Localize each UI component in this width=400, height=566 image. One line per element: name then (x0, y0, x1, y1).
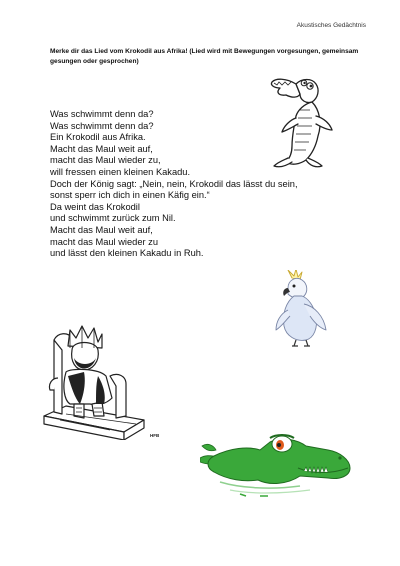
lyric-line: will fressen einen kleinen Kakadu. (50, 166, 191, 177)
cockatoo-illustration (270, 270, 330, 350)
lyric-line: sonst sperr ich dich in einen Käfig ein.“ (50, 190, 210, 201)
lyric-line: macht das Maul wieder zu, (50, 155, 161, 166)
crocodile-in-water-illustration (200, 428, 352, 498)
lyric-line: macht das Maul wieder zu (50, 236, 158, 247)
lyric-line: Was schwimmt denn da? (50, 109, 154, 119)
lyric-line: Doch der König sagt: „Nein, nein, Krokodil das lässt du sein, (50, 178, 298, 189)
page-header: Akustisches Gedächtnis (296, 22, 366, 29)
lyric-line: Ein Krokodil aus Afrika. (50, 132, 146, 143)
illustrator-mark: HFB (150, 433, 160, 438)
king-on-throne-illustration (40, 320, 150, 440)
lyric-line: Was schwimmt denn da? (50, 120, 154, 131)
instruction-text: Merke dir das Lied vom Krokodil aus Afrika! (Lied wird mit Bewegungen vorgesungen, gemeinsam gesungen oder gesprochen) (50, 48, 359, 65)
upright-crocodile-illustration (266, 70, 338, 170)
lyric-line: und lässt den kleinen Kakadu in Ruh. (50, 248, 204, 259)
lyric-line: Macht das Maul weit auf, (50, 224, 153, 235)
lyric-line: und schwimmt zurück zum Nil. (50, 213, 176, 224)
lyric-line: Macht das Maul weit auf, (50, 143, 153, 154)
lyric-line: Da weint das Krokodil (50, 201, 140, 212)
